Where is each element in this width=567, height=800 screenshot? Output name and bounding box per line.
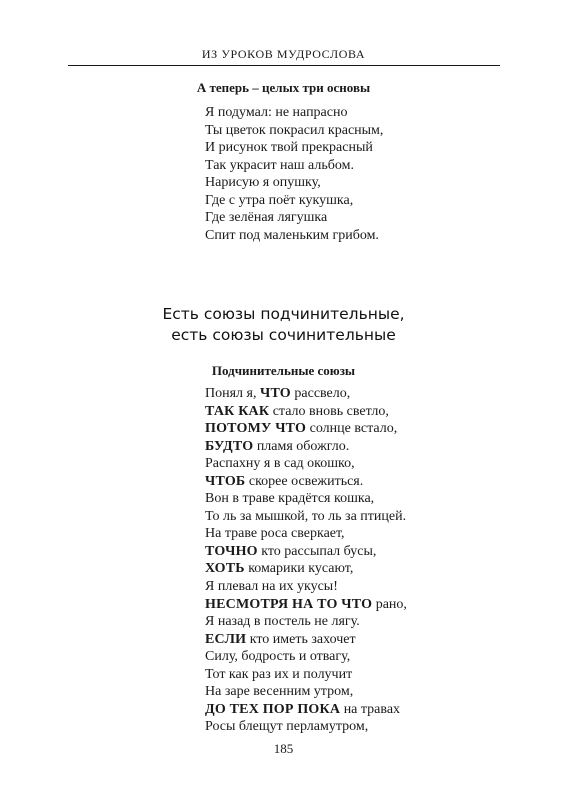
line-text: кто рассыпал бусы,: [257, 543, 377, 559]
running-head: ИЗ УРОКОВ МУДРОСЛОВА: [201, 47, 366, 61]
poem-line: [205, 543, 407, 561]
poem-line: [205, 666, 407, 684]
poem-line: [205, 455, 407, 473]
page-number: 185: [273, 741, 294, 756]
poem-line: [205, 438, 407, 456]
poem-line: [205, 648, 407, 666]
poem-line: [205, 560, 407, 578]
poem-line: [205, 385, 407, 403]
poem-line: [205, 525, 407, 543]
poem-line: [205, 403, 407, 421]
poem-line: [205, 613, 407, 631]
line-text: На заре весенним утром,: [205, 684, 354, 700]
line-text: кто иметь захочет: [246, 631, 356, 647]
conjunction-keyword: БУДТО: [205, 438, 254, 454]
poem-line: [205, 683, 407, 701]
conjunction-keyword: ЧТОБ: [205, 473, 246, 489]
conjunction-keyword: ЧТО: [259, 386, 291, 401]
conjunction-keyword: ПОТОМУ ЧТО: [205, 421, 307, 437]
line-text: комарики кусают,: [244, 561, 354, 577]
line-text: Тот как раз их и получит: [205, 666, 353, 682]
poem-line: [205, 718, 407, 736]
poem-line: Спит под маленьким грибом.: [205, 227, 379, 243]
poem-title: А теперь – целых три основы: [196, 80, 371, 95]
line-text: рано,: [372, 596, 407, 612]
poem-stanza: [205, 104, 383, 244]
line-text: пламя обожгло.: [253, 438, 350, 454]
section-heading-line: Есть союзы подчинительные,: [162, 305, 405, 323]
line-text: Понял я,: [205, 386, 260, 401]
poem-line: Где с утра поёт кукушка,: [205, 192, 354, 208]
section-heading-line: есть союзы сочинительные: [171, 326, 396, 344]
line-text: Силу, бодрость и отвагу,: [205, 649, 351, 665]
poem-line: Так украсит наш альбом.: [205, 157, 354, 173]
line-text: скорее освежиться.: [245, 473, 364, 489]
line-text: стало вновь светло,: [269, 403, 389, 419]
poem-title: Подчинительные союзы: [211, 363, 356, 378]
conjunction-keyword: ДО ТЕХ ПОР ПОКА: [205, 701, 341, 717]
line-text: То ль за мышкой, то ль за птицей.: [205, 508, 407, 524]
poem-line: Где зелёная лягушка: [205, 210, 328, 226]
line-text: Распахну я в сад окошко,: [205, 456, 355, 472]
poem-line: Ты цветок покрасил красным,: [205, 122, 384, 138]
line-text: Я плевал на их укусы!: [205, 579, 338, 595]
poem-line: [205, 578, 407, 596]
conjunction-keyword: ТАК КАК: [205, 403, 270, 419]
conjunction-keyword: ХОТЬ: [205, 561, 245, 577]
line-text: На траве роса сверкает,: [205, 526, 345, 542]
poem-line: [205, 420, 407, 438]
poem-line: И рисунок твой прекрасный: [205, 140, 373, 156]
conjunction-keyword: НЕСМОТРЯ НА ТО ЧТО: [205, 596, 373, 612]
header-rule: [68, 65, 500, 66]
line-text: Я назад в постель не лягу.: [205, 614, 360, 630]
line-text: Вон в траве крадётся кошка,: [205, 491, 375, 507]
poem-line: [205, 631, 407, 649]
poem-stanza: [205, 385, 407, 736]
line-text: Росы блещут перламутром,: [205, 719, 369, 735]
conjunction-keyword: ТОЧНО: [205, 543, 258, 559]
poem-line: Нарисую я опушку,: [205, 175, 321, 191]
poem-line: [205, 701, 407, 719]
conjunction-keyword: ЕСЛИ: [205, 631, 247, 647]
poem-line: [205, 490, 407, 508]
line-text: солнце встало,: [306, 421, 398, 437]
section-heading: [0, 304, 567, 346]
poem-line: Я подумал: не напрасно: [205, 105, 348, 120]
poem-line: [205, 508, 407, 526]
poem-line: [205, 596, 407, 614]
line-text: рассвело,: [290, 386, 351, 401]
poem-line: [205, 473, 407, 491]
line-text: на травах: [340, 701, 401, 717]
